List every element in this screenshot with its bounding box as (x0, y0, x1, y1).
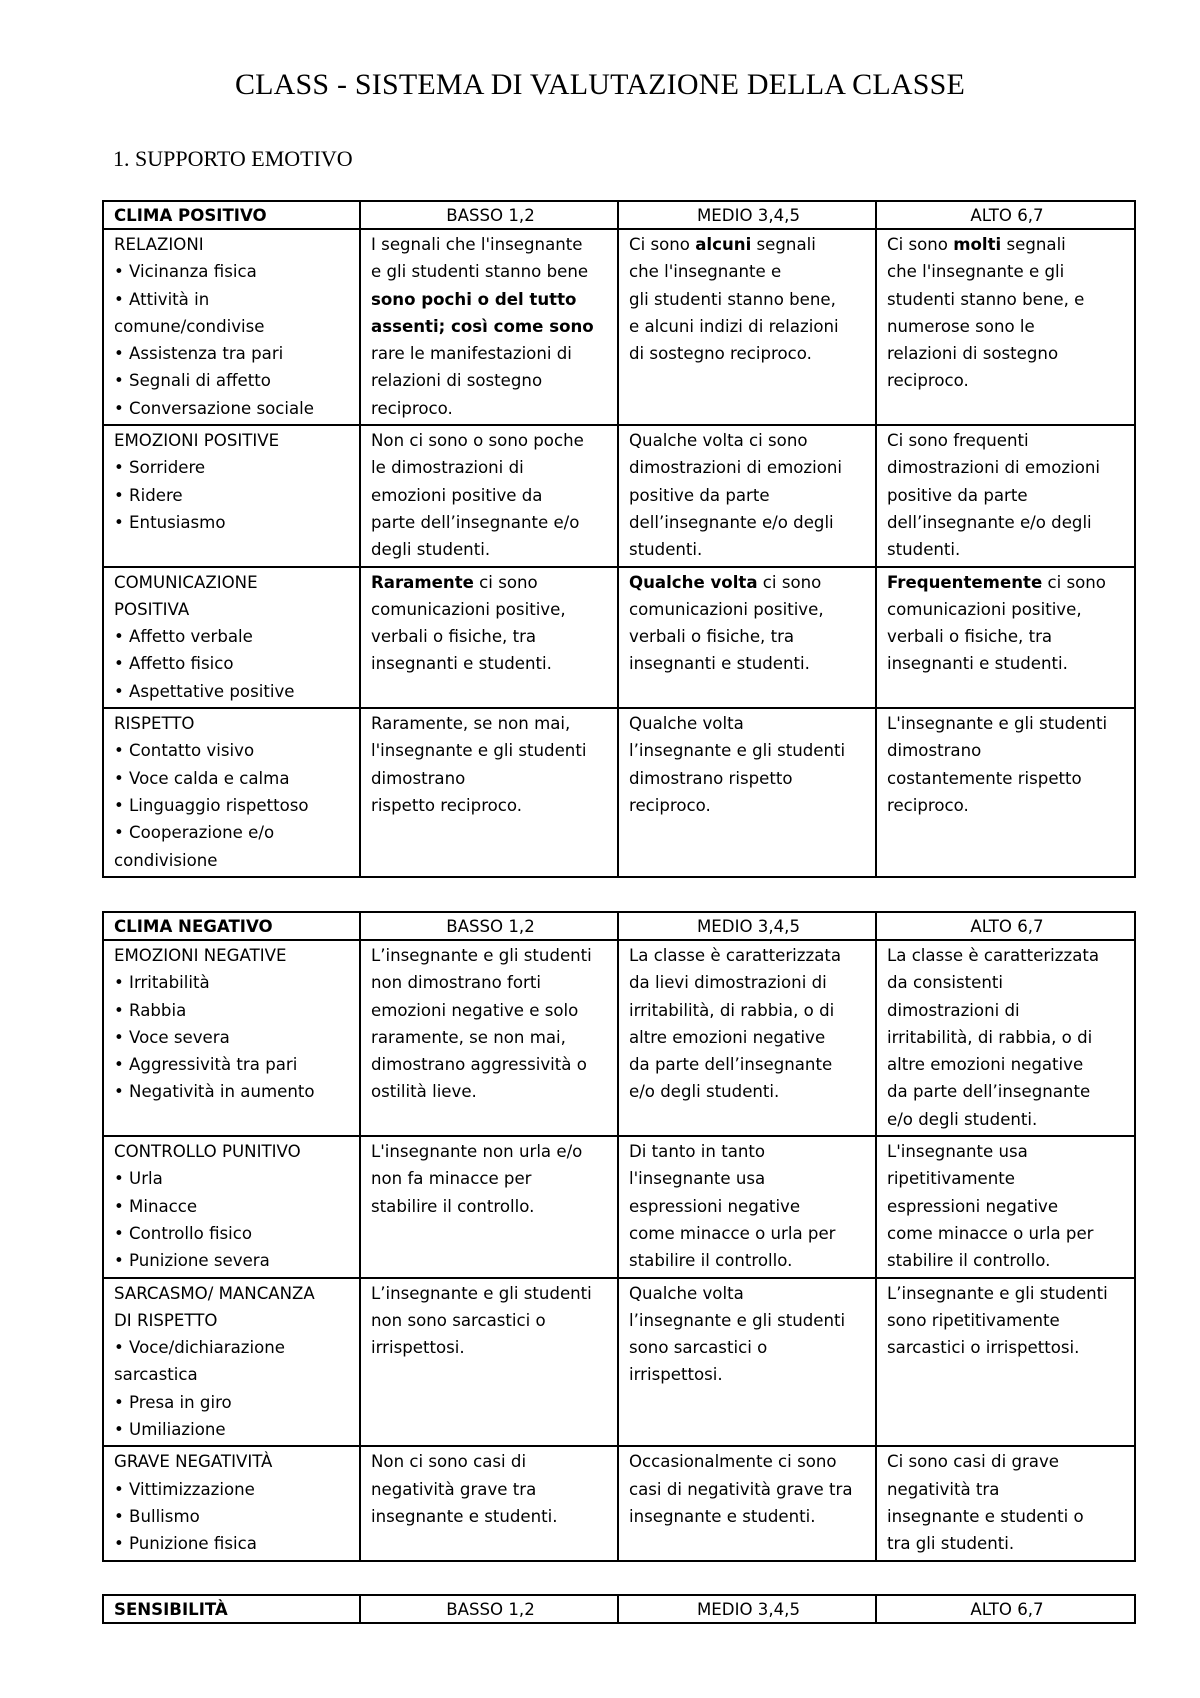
dimension-cell (103, 708, 360, 877)
cell-text-line: RISPETTO (114, 714, 195, 734)
level-alto-cell (876, 708, 1135, 877)
cell-text-line: stabilire il controllo. (887, 1251, 1051, 1271)
cell-text-line: casi di negatività grave tra (629, 1479, 853, 1499)
header-level-basso: BASSO 1,2 (360, 1595, 618, 1623)
cell-text-line: verbali o fisiche, tra (371, 627, 537, 647)
cell-text-line: reciproco. (371, 398, 453, 418)
cell-text-line: da consistenti (887, 973, 1004, 993)
cell-text-line: le dimostrazioni di (371, 458, 524, 478)
cell-text-line: Non ci sono casi di (371, 1452, 527, 1472)
header-level-alto: ALTO 6,7 (876, 912, 1135, 940)
cell-text-line: tra gli studenti. (887, 1534, 1015, 1554)
cell-text-line: • Entusiasmo (114, 512, 226, 532)
level-alto-cell (876, 425, 1135, 566)
cell-text-line: • Minacce (114, 1196, 198, 1216)
cell-text-line: come minacce o urla per (629, 1223, 836, 1243)
cell-text-line: reciproco. (887, 371, 969, 391)
cell-text-line: • Linguaggio rispettoso (114, 795, 309, 815)
cell-text-line: relazioni di sostegno (887, 344, 1059, 364)
cell-text-line: dimostrazioni di (887, 1000, 1020, 1020)
header-level-medio: MEDIO 3,4,5 (618, 912, 876, 940)
header-level-basso: BASSO 1,2 (360, 912, 618, 940)
header-category: CLIMA POSITIVO (103, 201, 360, 229)
cell-text-line: • Aggressività tra pari (114, 1055, 298, 1075)
cell-text-line: espressioni negative (887, 1196, 1059, 1216)
dimension-cell (103, 1446, 360, 1560)
level-medio-cell (618, 229, 876, 425)
cell-text-line: assenti; così come sono (371, 316, 594, 336)
rubric-table-sensibilita (102, 1594, 1136, 1624)
cell-text-line: L’insegnante e gli studenti (371, 946, 592, 965)
cell-text-line: gli studenti stanno bene, (629, 289, 836, 309)
cell-text-line: • Vittimizzazione (114, 1479, 255, 1499)
level-basso-cell (360, 229, 618, 425)
cell-text-line: EMOZIONI POSITIVE (114, 431, 280, 451)
table-row (103, 1136, 1135, 1277)
table-row (103, 940, 1135, 1136)
cell-text-line: L'insegnante usa (887, 1142, 1028, 1162)
cell-text-line: irrispettosi. (629, 1365, 723, 1385)
cell-text-line: comunicazioni positive, (629, 599, 824, 619)
cell-text-line: irritabilità, di rabbia, o di (887, 1027, 1093, 1047)
cell-text-line: Raramente ci sono (371, 572, 538, 592)
table-row (103, 425, 1135, 566)
cell-text-line: sarcastici o irrispettosi. (887, 1338, 1080, 1358)
header-level-alto: ALTO 6,7 (876, 1595, 1135, 1623)
cell-text-line: POSITIVA (114, 599, 190, 619)
cell-text-line: sarcastica (114, 1365, 198, 1385)
cell-text-line: e gli studenti stanno bene (371, 262, 589, 282)
table-header-row (103, 1595, 1135, 1623)
level-medio-cell (618, 940, 876, 1136)
cell-text-line: • Affetto verbale (114, 627, 253, 647)
header-level-medio: MEDIO 3,4,5 (618, 201, 876, 229)
cell-text-line: che l'insegnante e (629, 262, 782, 282)
cell-text-line: • Ridere (114, 485, 183, 505)
rubric-table-clima-positivo (102, 200, 1136, 878)
cell-text-line: studenti stanno bene, e (887, 289, 1085, 309)
dimension-cell (103, 1278, 360, 1447)
cell-text-line: reciproco. (629, 795, 711, 815)
cell-text-line: insegnanti e studenti. (371, 654, 552, 674)
table-row (103, 708, 1135, 877)
cell-text-line: • Assistenza tra pari (114, 344, 284, 364)
cell-text-line: • Punizione severa (114, 1251, 270, 1271)
cell-text-line: Non ci sono o sono poche (371, 431, 584, 451)
cell-text-line: L'insegnante non urla e/o (371, 1142, 583, 1162)
cell-text-line: rare le manifestazioni di (371, 344, 572, 364)
cell-text-line: emozioni negative e solo (371, 1000, 579, 1020)
cell-text-line: non dimostrano forti (371, 973, 541, 993)
cell-text-line: insegnante e studenti. (629, 1506, 816, 1526)
cell-text-line: L’insegnante e gli studenti (371, 1283, 592, 1303)
cell-text-line: • Irritabilità (114, 973, 210, 993)
cell-text-line: DI RISPETTO (114, 1310, 218, 1330)
table-row (103, 1278, 1135, 1447)
cell-text-line: insegnante e studenti. (371, 1506, 558, 1526)
cell-text-line: studenti. (887, 540, 961, 560)
cell-text-line: altre emozioni negative (629, 1027, 826, 1047)
cell-text-line: La classe è caratterizzata (887, 946, 1100, 965)
cell-text-line: verbali o fisiche, tra (887, 627, 1053, 647)
cell-text-line: insegnanti e studenti. (887, 654, 1068, 674)
cell-text-line: CONTROLLO PUNITIVO (114, 1142, 301, 1162)
cell-text-line: Occasionalmente ci sono (629, 1452, 837, 1472)
cell-text-line: da parte dell’insegnante (629, 1055, 833, 1075)
cell-text-line: SARCASMO/ MANCANZA (114, 1283, 315, 1303)
cell-text-line: La classe è caratterizzata (629, 946, 842, 965)
cell-text-line: Qualche volta (629, 714, 744, 734)
dimension-cell (103, 1136, 360, 1277)
cell-text-line: • Bullismo (114, 1506, 200, 1526)
cell-text-line: non fa minacce per (371, 1169, 532, 1189)
cell-text-line: dimostrano (887, 741, 982, 761)
cell-text-line: L’insegnante e gli studenti (887, 1283, 1108, 1303)
level-medio-cell (618, 708, 876, 877)
level-basso-cell (360, 940, 618, 1136)
level-basso-cell (360, 1136, 618, 1277)
cell-text-line: Raramente, se non mai, (371, 714, 571, 734)
cell-text-line: dimostrano aggressività o (371, 1055, 587, 1075)
cell-text-line: positive da parte (887, 485, 1028, 505)
cell-text-line: sono sarcastici o (629, 1338, 768, 1358)
level-basso-cell (360, 1446, 618, 1560)
cell-text-line: EMOZIONI NEGATIVE (114, 946, 287, 965)
cell-text-line: • Voce/dichiarazione (114, 1338, 285, 1358)
cell-text-line: studenti. (629, 540, 703, 560)
cell-text-line: Ci sono alcuni segnali (629, 235, 816, 254)
table-header-row (103, 201, 1135, 229)
cell-text-line: • Conversazione sociale (114, 398, 314, 418)
cell-text-line: comunicazioni positive, (887, 599, 1082, 619)
cell-text-line: espressioni negative (629, 1196, 801, 1216)
cell-text-line: l’insegnante e gli studenti (629, 741, 846, 761)
cell-text-line: emozioni positive da (371, 485, 543, 505)
cell-text-line: Qualche volta ci sono (629, 572, 822, 592)
cell-text-line: dell’insegnante e/o degli (629, 512, 834, 532)
cell-text-line: stabilire il controllo. (371, 1196, 535, 1216)
level-basso-cell (360, 708, 618, 877)
cell-text-line: dell’insegnante e/o degli (887, 512, 1092, 532)
level-basso-cell (360, 567, 618, 708)
table-row (103, 1446, 1135, 1560)
cell-text-line: sono pochi o del tutto (371, 289, 577, 309)
cell-text-line: irritabilità, di rabbia, o di (629, 1000, 835, 1020)
section-heading: 1. SUPPORTO EMOTIVO (113, 146, 353, 171)
header-level-medio: MEDIO 3,4,5 (618, 1595, 876, 1623)
level-alto-cell (876, 567, 1135, 708)
cell-text-line: • Rabbia (114, 1000, 187, 1020)
cell-text-line: l'insegnante usa (629, 1169, 766, 1189)
cell-text-line: da parte dell’insegnante (887, 1082, 1091, 1102)
level-alto-cell (876, 1136, 1135, 1277)
cell-text-line: reciproco. (887, 795, 969, 815)
cell-text-line: • Vicinanza fisica (114, 262, 257, 282)
level-medio-cell (618, 1278, 876, 1447)
cell-text-line: irrispettosi. (371, 1338, 465, 1358)
cell-text-line: stabilire il controllo. (629, 1251, 793, 1271)
cell-text-line: • Umiliazione (114, 1420, 226, 1440)
cell-text-line: ripetitivamente (887, 1169, 1016, 1189)
level-medio-cell (618, 1446, 876, 1560)
cell-text-line: positive da parte (629, 485, 770, 505)
cell-text-line: RELAZIONI (114, 235, 204, 254)
level-basso-cell (360, 1278, 618, 1447)
cell-text-line: l’insegnante e gli studenti (629, 1310, 846, 1330)
cell-text-line: • Contatto visivo (114, 741, 255, 761)
cell-text-line: dimostrazioni di emozioni (629, 458, 843, 478)
cell-text-line: • Cooperazione e/o (114, 823, 275, 843)
header-category: SENSIBILITÀ (103, 1595, 360, 1623)
cell-text-line: costantemente rispetto (887, 768, 1082, 788)
header-category: CLIMA NEGATIVO (103, 912, 360, 940)
cell-text-line: Ci sono frequenti (887, 431, 1029, 451)
cell-text-line: raramente, se non mai, (371, 1027, 566, 1047)
header-level-basso: BASSO 1,2 (360, 201, 618, 229)
cell-text-line: • Voce calda e calma (114, 768, 290, 788)
cell-text-line: I segnali che l'insegnante (371, 235, 583, 254)
cell-text-line: e/o degli studenti. (629, 1082, 780, 1102)
cell-text-line: verbali o fisiche, tra (629, 627, 795, 647)
level-alto-cell (876, 229, 1135, 425)
cell-text-line: degli studenti. (371, 540, 491, 560)
cell-text-line: e/o degli studenti. (887, 1109, 1038, 1129)
cell-text-line: • Urla (114, 1169, 163, 1189)
header-level-alto: ALTO 6,7 (876, 201, 1135, 229)
cell-text-line: comune/condivise (114, 316, 265, 336)
cell-text-line: • Controllo fisico (114, 1223, 253, 1243)
cell-text-line: • Negatività in aumento (114, 1082, 315, 1102)
cell-text-line: • Punizione fisica (114, 1534, 257, 1554)
level-basso-cell (360, 425, 618, 566)
cell-text-line: dimostrano rispetto (629, 768, 793, 788)
cell-text-line: • Attività in (114, 289, 210, 309)
level-alto-cell (876, 1278, 1135, 1447)
cell-text-line: • Sorridere (114, 458, 206, 478)
level-medio-cell (618, 425, 876, 566)
cell-text-line: • Segnali di affetto (114, 371, 271, 391)
cell-text-line: Ci sono molti segnali (887, 235, 1066, 254)
cell-text-line: di sostegno reciproco. (629, 344, 812, 364)
level-alto-cell (876, 1446, 1135, 1560)
table-row (103, 567, 1135, 708)
cell-text-line: L'insegnante e gli studenti (887, 714, 1108, 734)
cell-text-line: Frequentemente ci sono (887, 572, 1106, 592)
cell-text-line: dimostrano (371, 768, 466, 788)
level-alto-cell (876, 940, 1135, 1136)
cell-text-line: Qualche volta ci sono (629, 431, 808, 451)
cell-text-line: insegnante e studenti o (887, 1506, 1084, 1526)
cell-text-line: numerose sono le (887, 316, 1035, 336)
rubric-table-clima-negativo (102, 911, 1136, 1562)
dimension-cell (103, 567, 360, 708)
cell-text-line: comunicazioni positive, (371, 599, 566, 619)
cell-text-line: rispetto reciproco. (371, 795, 523, 815)
cell-text-line: • Presa in giro (114, 1392, 232, 1412)
document-title: CLASS - SISTEMA DI VALUTAZIONE DELLA CLASSE (234, 68, 966, 101)
cell-text-line: altre emozioni negative (887, 1055, 1084, 1075)
cell-text-line: l'insegnante e gli studenti (371, 741, 587, 761)
dimension-cell (103, 425, 360, 566)
cell-text-line: • Aspettative positive (114, 681, 295, 701)
cell-text-line: • Voce severa (114, 1027, 230, 1047)
cell-text-line: Ci sono casi di grave (887, 1452, 1060, 1472)
cell-text-line: • Affetto fisico (114, 654, 234, 674)
table-header-row (103, 912, 1135, 940)
cell-text-line: Qualche volta (629, 1283, 744, 1303)
level-medio-cell (618, 1136, 876, 1277)
level-medio-cell (618, 567, 876, 708)
cell-text-line: come minacce o urla per (887, 1223, 1094, 1243)
dimension-cell (103, 940, 360, 1136)
dimension-cell (103, 229, 360, 425)
cell-text-line: e alcuni indizi di relazioni (629, 316, 839, 336)
cell-text-line: da lievi dimostrazioni di (629, 973, 827, 993)
cell-text-line: sono ripetitivamente (887, 1310, 1060, 1330)
cell-text-line: negatività grave tra (371, 1479, 537, 1499)
cell-text-line: COMUNICAZIONE (114, 572, 258, 592)
table-row (103, 229, 1135, 425)
cell-text-line: relazioni di sostegno (371, 371, 543, 391)
cell-text-line: Di tanto in tanto (629, 1142, 766, 1162)
cell-text-line: ostilità lieve. (371, 1082, 477, 1102)
cell-text-line: dimostrazioni di emozioni (887, 458, 1101, 478)
cell-text-line: parte dell’insegnante e/o (371, 512, 580, 532)
cell-text-line: insegnanti e studenti. (629, 654, 810, 674)
cell-text-line: GRAVE NEGATIVITÀ (114, 1452, 273, 1472)
cell-text-line: che l'insegnante e gli (887, 262, 1065, 282)
cell-text-line: non sono sarcastici o (371, 1310, 546, 1330)
cell-text-line: condivisione (114, 850, 218, 870)
cell-text-line: negatività tra (887, 1479, 1000, 1499)
